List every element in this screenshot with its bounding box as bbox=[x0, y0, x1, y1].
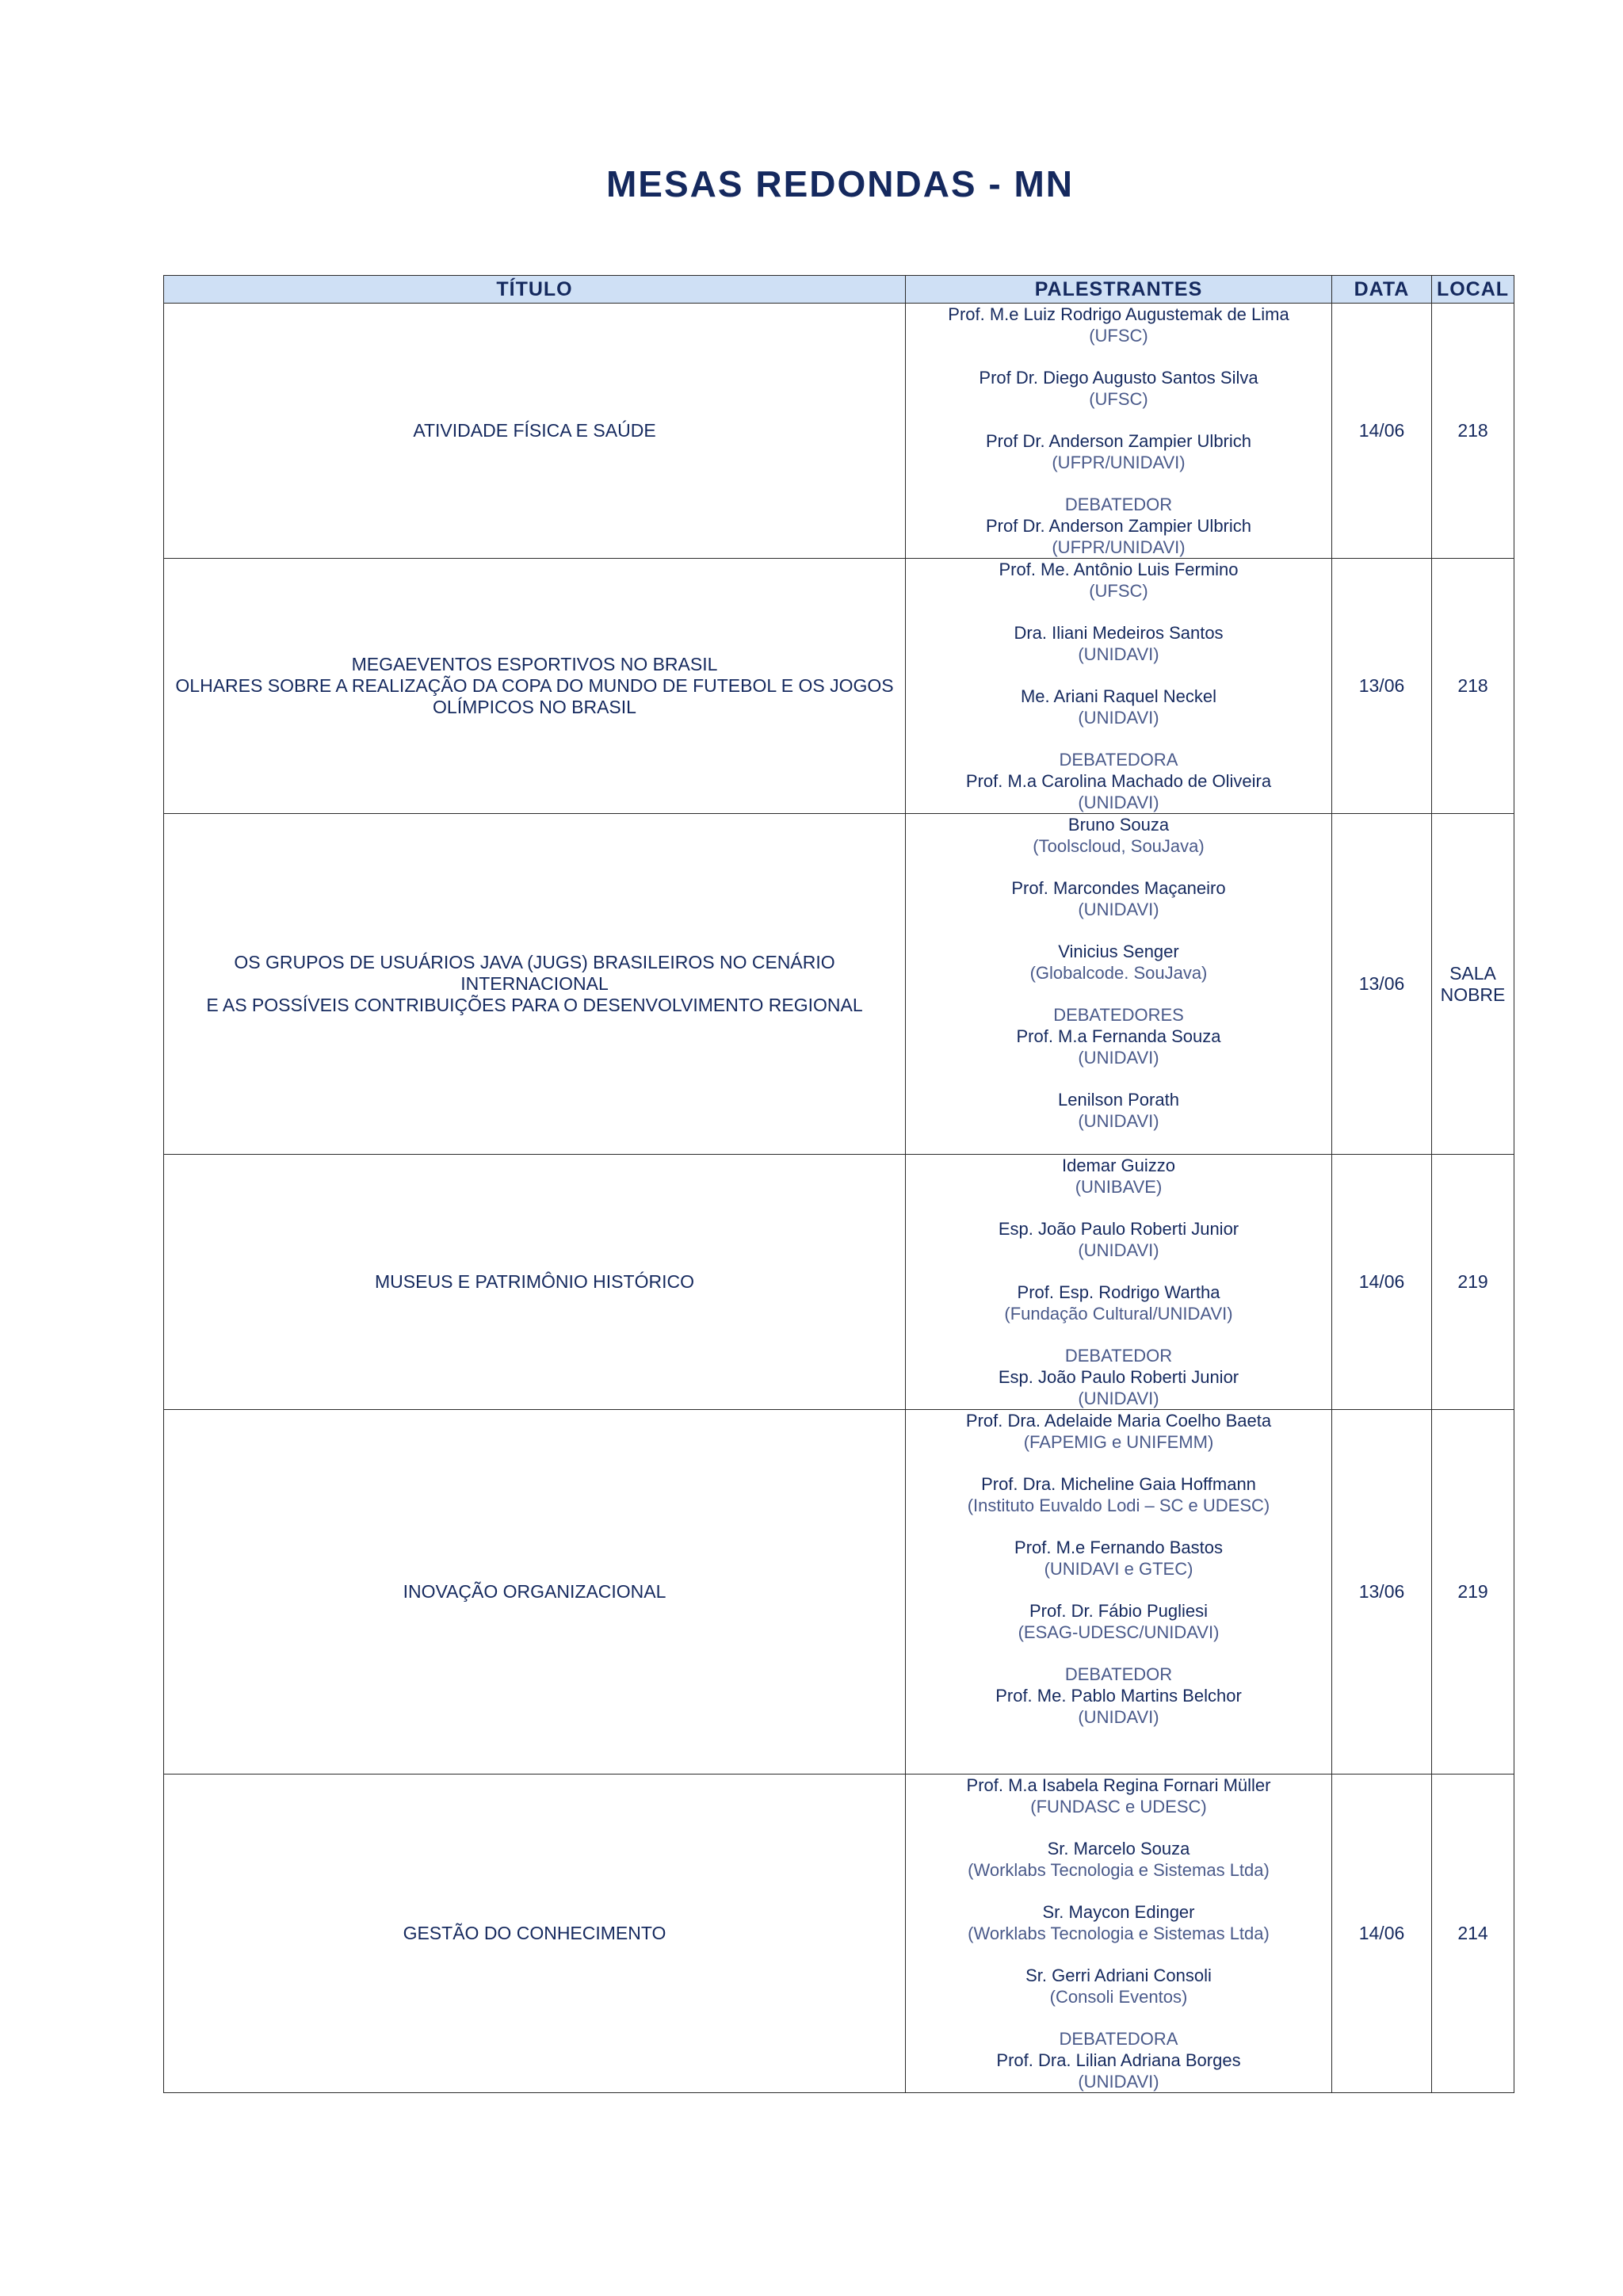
round-table-title bbox=[164, 1775, 906, 2093]
debater-role-label: DEBATEDORES bbox=[1053, 1005, 1184, 1025]
speaker-name: Prof. M.e Fernando Bastos bbox=[1014, 1538, 1223, 1557]
speaker-name: Prof Dr. Anderson Zampier Ulbrich bbox=[985, 431, 1252, 451]
session-room: 214 bbox=[1432, 1775, 1514, 2093]
session-room: 218 bbox=[1432, 304, 1514, 559]
speaker-name: Dra. Iliani Medeiros Santos bbox=[1014, 623, 1224, 643]
speaker-institution: (FUNDASC e UDESC) bbox=[1030, 1797, 1207, 1817]
speaker-name: Prof. Dra. Lilian Adriana Borges bbox=[996, 2050, 1241, 2070]
speaker-institution: (UFSC) bbox=[1089, 389, 1148, 409]
speaker-name: Idemar Guizzo bbox=[1061, 1156, 1176, 1175]
speakers-list bbox=[906, 304, 1332, 559]
speaker-entry bbox=[906, 1410, 1331, 1453]
speaker-name: Prof. Dr. Fábio Pugliesi bbox=[1029, 1601, 1208, 1621]
speaker-name: Prof Dr. Diego Augusto Santos Silva bbox=[979, 368, 1258, 388]
header-titulo: TÍTULO bbox=[164, 276, 906, 304]
speaker-institution: (UNIDAVI) bbox=[1078, 793, 1159, 812]
speaker-institution: (UNIDAVI) bbox=[1078, 1240, 1159, 1260]
speakers-list bbox=[906, 1410, 1332, 1775]
speaker-entry bbox=[906, 686, 1331, 728]
speaker-institution: (Fundação Cultural/UNIDAVI) bbox=[1004, 1304, 1233, 1324]
round-table-title bbox=[164, 559, 906, 814]
speaker-entry bbox=[906, 1965, 1331, 2008]
speaker-entry bbox=[906, 941, 1331, 984]
speaker-institution: (Toolscloud, SouJava) bbox=[1033, 836, 1205, 856]
speaker-name: Me. Ariani Raquel Neckel bbox=[1020, 686, 1216, 706]
session-room: 218 bbox=[1432, 559, 1514, 814]
session-date: 14/06 bbox=[1332, 304, 1432, 559]
speaker-institution: (Globalcode. SouJava) bbox=[1029, 963, 1208, 983]
table-row bbox=[164, 1775, 1514, 2093]
speaker-institution: (UNIDAVI) bbox=[1078, 1389, 1159, 1408]
speaker-entry bbox=[906, 749, 1331, 813]
speaker-name: Prof. M.a Carolina Machado de Oliveira bbox=[965, 771, 1272, 791]
speaker-name: Sr. Maycon Edinger bbox=[1042, 1902, 1195, 1922]
session-room: 219 bbox=[1432, 1410, 1514, 1775]
speaker-entry bbox=[906, 430, 1331, 473]
speaker-entry bbox=[906, 814, 1331, 857]
speaker-entry bbox=[906, 1664, 1331, 1728]
speaker-entry bbox=[906, 1345, 1331, 1409]
speaker-name: Prof. M.a Isabela Regina Fornari Müller bbox=[966, 1775, 1271, 1795]
speaker-institution: (UNIDAVI) bbox=[1078, 900, 1159, 919]
speaker-name: Sr. Marcelo Souza bbox=[1047, 1839, 1190, 1859]
speaker-entry bbox=[906, 1838, 1331, 1881]
table-header-row bbox=[164, 276, 1514, 304]
speaker-name: Bruno Souza bbox=[1067, 815, 1170, 835]
page-title: MESAS REDONDAS - MN bbox=[605, 163, 1075, 204]
debater-role-label: DEBATEDOR bbox=[1064, 495, 1173, 514]
title-line: GESTÃO DO CONHECIMENTO bbox=[403, 1923, 666, 1943]
speakers-list bbox=[906, 1155, 1332, 1410]
title-line: OLHARES SOBRE A REALIZAÇÃO DA COPA DO MUNDO DE FUTEBOL E OS JOGOS bbox=[175, 675, 894, 696]
speaker-institution: (Worklabs Tecnologia e Sistemas Ltda) bbox=[968, 1924, 1270, 1943]
speaker-institution: (UNIDAVI) bbox=[1078, 1111, 1159, 1131]
speaker-entry bbox=[906, 559, 1331, 602]
speaker-name: Esp. João Paulo Roberti Junior bbox=[998, 1219, 1239, 1239]
speaker-name: Sr. Gerri Adriani Consoli bbox=[1025, 1966, 1212, 1985]
speaker-institution: (UFPR/UNIDAVI) bbox=[1052, 453, 1186, 472]
speaker-name: Prof. M.e Luiz Rodrigo Augustemak de Lima bbox=[948, 304, 1289, 324]
speaker-institution: (UNIDAVI) bbox=[1078, 2072, 1159, 2092]
table-row bbox=[164, 304, 1514, 559]
speaker-institution: (UNIDAVI) bbox=[1078, 1048, 1159, 1068]
debater-role-label: DEBATEDOR bbox=[1064, 1346, 1173, 1366]
title-line: OLÍMPICOS NO BRASIL bbox=[433, 697, 636, 717]
session-date: 13/06 bbox=[1332, 814, 1432, 1155]
session-room: SALA NOBRE bbox=[1432, 814, 1514, 1155]
title-line: MUSEUS E PATRIMÔNIO HISTÓRICO bbox=[375, 1271, 694, 1292]
speaker-entry bbox=[906, 1282, 1331, 1324]
speaker-entry bbox=[906, 2028, 1331, 2092]
speaker-institution: (UNIDAVI) bbox=[1078, 708, 1159, 728]
round-table-title bbox=[164, 1155, 906, 1410]
speaker-name: Prof. Me. Pablo Martins Belchor bbox=[995, 1686, 1242, 1706]
speaker-entry bbox=[906, 1901, 1331, 1944]
speaker-name: Prof Dr. Anderson Zampier Ulbrich bbox=[985, 516, 1252, 536]
round-tables-table bbox=[163, 275, 1514, 2093]
speaker-institution: (UFSC) bbox=[1089, 326, 1148, 346]
speaker-institution: (Instituto Euvaldo Lodi – SC e UDESC) bbox=[967, 1496, 1270, 1515]
title-line: E AS POSSÍVEIS CONTRIBUIÇÕES PARA O DESENVOLVIMENTO REGIONAL bbox=[206, 995, 863, 1015]
speaker-name: Vinicius Senger bbox=[1058, 942, 1179, 961]
table-row bbox=[164, 1155, 1514, 1410]
speaker-entry bbox=[906, 1004, 1331, 1068]
table-row bbox=[164, 1410, 1514, 1775]
header-palestrantes: PALESTRANTES bbox=[906, 276, 1332, 304]
speaker-name: Prof. Esp. Rodrigo Wartha bbox=[1017, 1282, 1220, 1302]
speaker-institution: (FAPEMIG e UNIFEMM) bbox=[1023, 1432, 1214, 1452]
speaker-entry bbox=[906, 1537, 1331, 1580]
speaker-entry bbox=[906, 1473, 1331, 1516]
speaker-institution: (UNIBAVE) bbox=[1075, 1177, 1163, 1197]
speakers-list bbox=[906, 559, 1332, 814]
speaker-institution: (UNIDAVI) bbox=[1078, 644, 1159, 664]
speaker-entry bbox=[906, 622, 1331, 665]
header-local: LOCAL bbox=[1432, 276, 1514, 304]
speaker-name: Esp. João Paulo Roberti Junior bbox=[998, 1367, 1239, 1387]
debater-role-label: DEBATEDORA bbox=[1059, 2029, 1178, 2049]
speaker-entry bbox=[906, 304, 1331, 346]
debater-role-label: DEBATEDOR bbox=[1064, 1664, 1173, 1684]
session-date: 14/06 bbox=[1332, 1155, 1432, 1410]
speaker-institution: (ESAG-UDESC/UNIDAVI) bbox=[1018, 1622, 1220, 1642]
table-body bbox=[164, 304, 1514, 2093]
session-date: 13/06 bbox=[1332, 1410, 1432, 1775]
speaker-name: Prof. Marcondes Maçaneiro bbox=[1011, 878, 1226, 898]
round-table-title bbox=[164, 304, 906, 559]
speaker-name: Prof. Me. Antônio Luis Fermino bbox=[999, 560, 1239, 579]
speaker-name: Lenilson Porath bbox=[1058, 1090, 1179, 1110]
speaker-entry bbox=[906, 494, 1331, 558]
title-line: OS GRUPOS DE USUÁRIOS JAVA (JUGS) BRASILEIROS NO CENÁRIO INTERNACIONAL bbox=[234, 952, 835, 994]
round-table-title bbox=[164, 814, 906, 1155]
speaker-institution: (UFPR/UNIDAVI) bbox=[1052, 537, 1186, 557]
table-row bbox=[164, 559, 1514, 814]
session-room: 219 bbox=[1432, 1155, 1514, 1410]
speaker-name: Prof. M.a Fernanda Souza bbox=[1016, 1026, 1221, 1046]
speaker-institution: (UFSC) bbox=[1089, 581, 1148, 601]
debater-role-label: DEBATEDORA bbox=[1059, 750, 1178, 770]
speaker-entry bbox=[906, 1089, 1331, 1132]
speaker-institution: (Worklabs Tecnologia e Sistemas Ltda) bbox=[968, 1860, 1270, 1880]
speaker-institution: (Consoli Eventos) bbox=[1049, 1987, 1188, 2007]
title-line: MEGAEVENTOS ESPORTIVOS NO BRASIL bbox=[351, 654, 718, 674]
speakers-list bbox=[906, 1775, 1332, 2093]
round-table-title bbox=[164, 1410, 906, 1775]
title-line: INOVAÇÃO ORGANIZACIONAL bbox=[403, 1581, 666, 1602]
speaker-institution: (UNIDAVI) bbox=[1078, 1707, 1159, 1727]
speaker-name: Prof. Dra. Adelaide Maria Coelho Baeta bbox=[965, 1411, 1272, 1431]
speaker-entry bbox=[906, 877, 1331, 920]
speaker-entry bbox=[906, 1600, 1331, 1643]
title-line: ATIVIDADE FÍSICA E SAÚDE bbox=[413, 420, 656, 441]
speaker-entry bbox=[906, 1218, 1331, 1261]
speaker-entry bbox=[906, 1155, 1331, 1198]
speaker-entry bbox=[906, 1775, 1331, 1817]
speakers-list bbox=[906, 814, 1332, 1155]
speaker-entry bbox=[906, 367, 1331, 410]
speaker-name: Prof. Dra. Micheline Gaia Hoffmann bbox=[981, 1474, 1256, 1494]
session-date: 13/06 bbox=[1332, 559, 1432, 814]
table-row bbox=[164, 814, 1514, 1155]
header-data: DATA bbox=[1332, 276, 1432, 304]
session-date: 14/06 bbox=[1332, 1775, 1432, 2093]
speaker-institution: (UNIDAVI e GTEC) bbox=[1044, 1559, 1193, 1579]
